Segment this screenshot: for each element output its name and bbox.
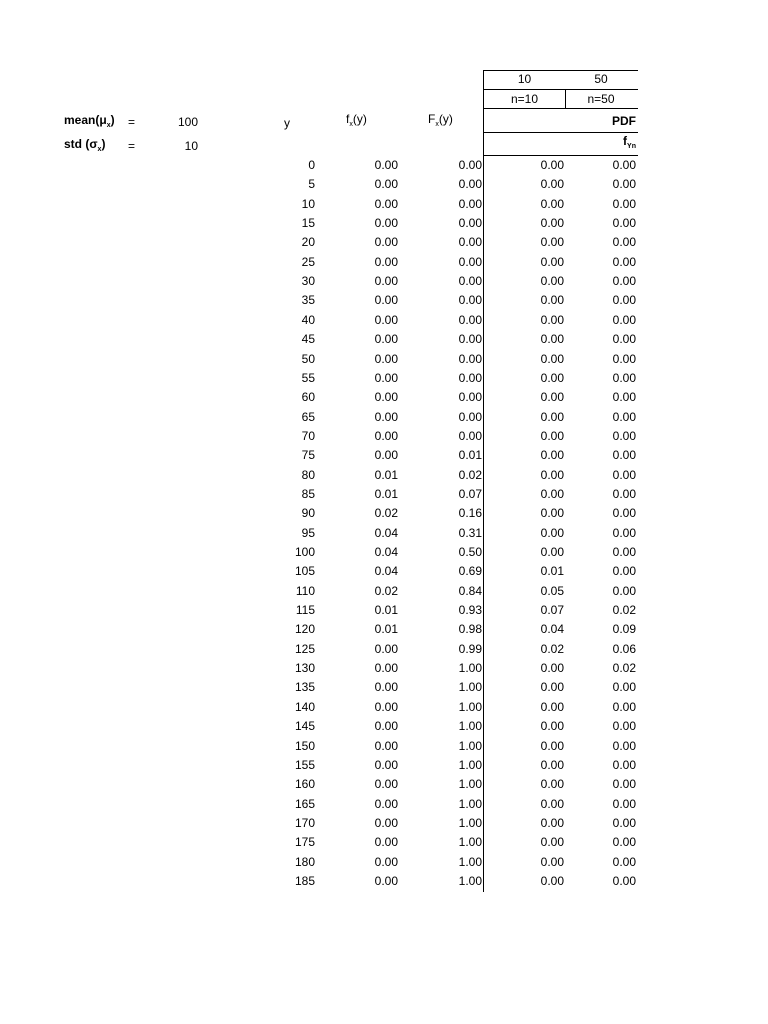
table-row	[0, 272, 768, 291]
cell-y: 60	[301, 390, 315, 405]
cell-Fx: 1.00	[458, 873, 482, 888]
cell-n50: 0.00	[612, 274, 636, 289]
cell-n10: 0.00	[540, 854, 564, 869]
mean-equals: =	[128, 115, 136, 129]
cell-y: 20	[301, 235, 315, 250]
cell-Fx: 1.00	[458, 835, 482, 850]
cell-n10: 0.00	[540, 254, 564, 269]
cell-fx: 0.00	[374, 680, 398, 695]
mean-label-sub: x	[106, 122, 111, 129]
cell-n10: 0.00	[540, 274, 564, 289]
mean-label	[64, 113, 124, 127]
cell-n50: 0.00	[612, 564, 636, 579]
cell-n10: 0.00	[540, 738, 564, 753]
cell-fx: 0.00	[374, 719, 398, 734]
table-row	[0, 446, 768, 465]
table-row	[0, 388, 768, 407]
cell-Fx: 0.00	[458, 370, 482, 385]
cell-n10: 0.00	[540, 680, 564, 695]
cell-Fx: 0.00	[458, 196, 482, 211]
cell-fx: 0.00	[374, 757, 398, 772]
cell-n10: 0.00	[540, 777, 564, 792]
cell-n50: 0.00	[612, 467, 636, 482]
cell-y: 125	[294, 641, 315, 656]
cell-n10: 0.00	[540, 390, 564, 405]
cell-n10: 0.00	[540, 525, 564, 540]
col-header-Fx-sub: x	[435, 121, 439, 128]
cell-n10: 0.00	[540, 506, 564, 521]
cell-fx: 0.00	[374, 177, 398, 192]
cell-Fx: 0.07	[458, 486, 482, 501]
cell-n50: 0.00	[612, 719, 636, 734]
cell-Fx: 0.02	[458, 467, 482, 482]
cell-fx: 0.00	[374, 390, 398, 405]
table-row	[0, 562, 768, 581]
cell-y: 120	[294, 622, 315, 637]
cell-fx: 0.01	[374, 603, 398, 618]
cell-n10: 0.00	[540, 216, 564, 231]
cell-y: 130	[294, 661, 315, 676]
cell-Fx: 0.98	[458, 622, 482, 637]
cell-n50: 0.00	[612, 815, 636, 830]
cell-fx: 0.00	[374, 835, 398, 850]
cell-Fx: 1.00	[458, 738, 482, 753]
cell-y: 70	[301, 428, 315, 443]
cell-y: 150	[294, 738, 315, 753]
cell-y: 175	[294, 835, 315, 850]
table-row	[0, 195, 768, 214]
cell-y: 40	[301, 312, 315, 327]
cell-n10: 0.00	[540, 757, 564, 772]
cell-Fx: 1.00	[458, 854, 482, 869]
cell-y: 35	[301, 293, 315, 308]
table-row	[0, 156, 768, 175]
cell-n10: 0.00	[540, 486, 564, 501]
cell-n50: 0.00	[612, 370, 636, 385]
cell-fx: 0.00	[374, 854, 398, 869]
table-row	[0, 504, 768, 523]
cell-fx: 0.00	[374, 777, 398, 792]
cell-y: 45	[301, 332, 315, 347]
table-row	[0, 814, 768, 833]
header-row3-border	[483, 132, 638, 133]
cell-Fx: 0.00	[458, 409, 482, 424]
cell-y: 185	[294, 873, 315, 888]
cell-y: 170	[294, 815, 315, 830]
cell-n50: 0.00	[612, 835, 636, 850]
n-value-b: 50	[594, 72, 608, 86]
cell-n10: 0.00	[540, 699, 564, 714]
cell-n50: 0.00	[612, 448, 636, 463]
cell-n10: 0.00	[540, 158, 564, 172]
cell-n10: 0.00	[540, 332, 564, 347]
cell-n50: 0.00	[612, 699, 636, 714]
cell-Fx: 1.00	[458, 796, 482, 811]
cell-fx: 0.00	[374, 293, 398, 308]
table-row	[0, 872, 768, 891]
col-header-Fx-text: F	[428, 112, 436, 126]
std-value: 10	[184, 139, 198, 153]
cell-n50: 0.00	[612, 216, 636, 231]
pdf-label: PDF	[612, 114, 636, 128]
table-row	[0, 543, 768, 562]
table-row	[0, 330, 768, 349]
cell-n10: 0.00	[540, 835, 564, 850]
header-top-border	[483, 70, 638, 71]
cell-y: 105	[294, 564, 315, 579]
std-label	[64, 137, 124, 151]
table-row	[0, 311, 768, 330]
cell-n10: 0.00	[540, 370, 564, 385]
cell-n10: 0.00	[540, 815, 564, 830]
std-label-text: std (σ	[64, 137, 98, 151]
table-row	[0, 408, 768, 427]
cell-n50: 0.00	[612, 196, 636, 211]
cell-n50: 0.00	[612, 854, 636, 869]
cell-n50: 0.00	[612, 351, 636, 366]
col-header-fx	[346, 112, 367, 126]
table-row	[0, 350, 768, 369]
cell-n50: 0.00	[612, 757, 636, 772]
cell-Fx: 0.00	[458, 390, 482, 405]
std-label-sub: x	[97, 146, 102, 153]
cell-Fx: 0.00	[458, 428, 482, 443]
cell-y: 160	[294, 777, 315, 792]
table-row	[0, 369, 768, 388]
cell-n10: 0.00	[540, 661, 564, 676]
cell-fx: 0.00	[374, 235, 398, 250]
cell-fx: 0.00	[374, 196, 398, 211]
cell-n10: 0.00	[540, 796, 564, 811]
cell-Fx: 0.16	[458, 506, 482, 521]
cell-y: 165	[294, 796, 315, 811]
cell-fx: 0.04	[374, 564, 398, 579]
table-row	[0, 698, 768, 717]
cell-fx: 0.01	[374, 467, 398, 482]
mean-value: 100	[177, 115, 198, 129]
cell-n50: 0.00	[612, 254, 636, 269]
cell-Fx: 1.00	[458, 719, 482, 734]
cell-y: 5	[308, 177, 315, 192]
cell-Fx: 1.00	[458, 699, 482, 714]
cell-Fx: 0.00	[458, 177, 482, 192]
cell-n50: 0.00	[612, 293, 636, 308]
cell-Fx: 0.00	[458, 293, 482, 308]
cell-Fx: 0.69	[458, 564, 482, 579]
cell-fx: 0.00	[374, 738, 398, 753]
cell-fx: 0.02	[374, 583, 398, 598]
cell-Fx: 0.99	[458, 641, 482, 656]
cell-fx: 0.00	[374, 873, 398, 888]
table-row	[0, 833, 768, 852]
cell-n10: 0.00	[540, 467, 564, 482]
cell-fx: 0.01	[374, 622, 398, 637]
cell-y: 15	[301, 216, 315, 231]
cell-fx: 0.00	[374, 216, 398, 231]
cell-n10: 0.00	[540, 719, 564, 734]
cell-Fx: 0.84	[458, 583, 482, 598]
cell-y: 10	[301, 196, 315, 211]
cell-Fx: 0.00	[458, 332, 482, 347]
table-row	[0, 485, 768, 504]
col-header-fx-sub: x	[349, 121, 353, 128]
cell-Fx: 1.00	[458, 680, 482, 695]
std-label-suffix: )	[101, 137, 106, 151]
cell-fx: 0.00	[374, 815, 398, 830]
cell-n10: 0.00	[540, 428, 564, 443]
cell-fx: 0.01	[374, 486, 398, 501]
table-row	[0, 214, 768, 233]
cell-fx: 0.04	[374, 545, 398, 559]
cell-n10: 0.00	[540, 293, 564, 308]
cell-y: 80	[301, 467, 315, 482]
cell-fx: 0.00	[374, 332, 398, 347]
col-header-Fx-suffix: (y)	[438, 112, 453, 126]
cell-fx: 0.00	[374, 409, 398, 424]
table-row	[0, 640, 768, 659]
cell-Fx: 0.00	[458, 351, 482, 366]
cell-n50: 0.00	[612, 390, 636, 405]
table-row	[0, 427, 768, 446]
cell-fx: 0.00	[374, 351, 398, 366]
cell-n50: 0.00	[612, 525, 636, 540]
cell-Fx: 0.00	[458, 235, 482, 250]
cell-n50: 0.00	[612, 583, 636, 598]
cell-n10: 0.00	[540, 873, 564, 888]
cell-n50: 0.00	[612, 777, 636, 792]
cell-y: 0	[308, 158, 315, 172]
cell-n50: 0.06	[612, 641, 636, 656]
table-row	[0, 601, 768, 620]
cell-Fx: 1.00	[458, 777, 482, 792]
cell-y: 95	[301, 525, 315, 540]
cell-Fx: 0.31	[458, 525, 482, 540]
table-row	[0, 466, 768, 485]
table-row	[0, 175, 768, 194]
table-row	[0, 678, 768, 697]
cell-n10: 0.05	[540, 583, 564, 598]
cell-n50: 0.00	[612, 486, 636, 501]
table-row	[0, 756, 768, 775]
fyn-label-sub: Yn	[627, 143, 636, 148]
cell-fx: 0.00	[374, 428, 398, 443]
cell-n50: 0.00	[612, 428, 636, 443]
cell-n10: 0.04	[540, 622, 564, 637]
cell-Fx: 0.00	[458, 158, 482, 172]
cell-n50: 0.00	[612, 738, 636, 753]
cell-n50: 0.00	[612, 158, 636, 172]
cell-Fx: 0.00	[458, 216, 482, 231]
cell-fx: 0.00	[374, 312, 398, 327]
cell-n50: 0.00	[612, 796, 636, 811]
table-row	[0, 717, 768, 736]
cell-y: 85	[301, 486, 315, 501]
header-row2-border	[483, 108, 638, 109]
cell-y: 100	[294, 545, 315, 559]
cell-fx: 0.00	[374, 158, 398, 172]
cell-fx: 0.00	[374, 796, 398, 811]
cell-y: 140	[294, 699, 315, 714]
cell-n50: 0.00	[612, 332, 636, 347]
cell-y: 135	[294, 680, 315, 695]
cell-n10: 0.02	[540, 641, 564, 656]
cell-y: 25	[301, 254, 315, 269]
cell-Fx: 1.00	[458, 815, 482, 830]
cell-Fx: 0.00	[458, 274, 482, 289]
col-header-y: y	[284, 116, 290, 130]
cell-fx: 0.00	[374, 274, 398, 289]
cell-fx: 0.00	[374, 370, 398, 385]
n-value-a: 10	[517, 72, 532, 86]
n-label-b: n=50	[587, 92, 615, 106]
cell-n10: 0.00	[540, 351, 564, 366]
cell-n50: 0.00	[612, 235, 636, 250]
table-row	[0, 659, 768, 678]
header-row1-border	[483, 89, 638, 90]
cell-n10: 0.00	[540, 177, 564, 192]
cell-fx: 0.02	[374, 506, 398, 521]
cell-n10: 0.00	[540, 235, 564, 250]
table-row	[0, 582, 768, 601]
cell-y: 90	[301, 506, 315, 521]
cell-n10: 0.00	[540, 409, 564, 424]
cell-n50: 0.09	[612, 622, 636, 637]
col-header-fx-text: f	[346, 112, 350, 126]
cell-fx: 0.00	[374, 254, 398, 269]
cell-n10: 0.00	[540, 312, 564, 327]
table-row	[0, 737, 768, 756]
cell-fx: 0.04	[374, 525, 398, 540]
cell-y: 50	[301, 351, 315, 366]
cell-n50: 0.02	[612, 603, 636, 618]
cell-n50: 0.00	[612, 873, 636, 888]
cell-Fx: 0.50	[458, 545, 482, 559]
cell-y: 145	[294, 719, 315, 734]
cell-fx: 0.00	[374, 448, 398, 463]
cell-Fx: 0.00	[458, 312, 482, 327]
cell-fx: 0.00	[374, 641, 398, 656]
cell-Fx: 0.00	[458, 254, 482, 269]
cell-n50: 0.02	[612, 661, 636, 676]
cell-Fx: 1.00	[458, 757, 482, 772]
cell-y: 75	[301, 448, 315, 463]
table-row	[0, 524, 768, 543]
fyn-label	[566, 134, 636, 148]
mean-label-suffix: )	[110, 113, 115, 127]
cell-y: 180	[294, 854, 315, 869]
mean-label-text: mean(μ	[64, 113, 107, 127]
table-row	[0, 253, 768, 272]
cell-n50: 0.00	[612, 545, 636, 559]
cell-y: 115	[295, 603, 315, 618]
fyn-label-text: f	[623, 134, 628, 148]
cell-y: 110	[295, 583, 315, 598]
cell-Fx: 1.00	[458, 661, 482, 676]
cell-Fx: 0.93	[458, 603, 482, 618]
cell-n10: 0.07	[540, 603, 564, 618]
table-row	[0, 291, 768, 310]
cell-y: 55	[301, 370, 315, 385]
n-label-a: n=10	[510, 92, 539, 106]
cell-fx: 0.00	[374, 661, 398, 676]
cell-y: 30	[301, 274, 315, 289]
table-row	[0, 233, 768, 252]
table-row	[0, 775, 768, 794]
cell-n50: 0.00	[612, 680, 636, 695]
cell-n50: 0.00	[612, 506, 636, 521]
cell-y: 155	[294, 757, 315, 772]
table-row	[0, 853, 768, 872]
cell-Fx: 0.01	[458, 448, 482, 463]
cell-n50: 0.00	[612, 177, 636, 192]
table-row	[0, 620, 768, 639]
cell-n50: 0.00	[612, 409, 636, 424]
cell-n50: 0.00	[612, 312, 636, 327]
col-header-fx-suffix: (y)	[352, 112, 367, 126]
cell-fx: 0.00	[374, 699, 398, 714]
cell-n10: 0.00	[540, 196, 564, 211]
cell-n10: 0.00	[540, 545, 564, 559]
cell-n10: 0.01	[540, 564, 564, 579]
col-header-Fx	[428, 112, 453, 126]
cell-y: 65	[301, 409, 315, 424]
table-row	[0, 795, 768, 814]
cell-n10: 0.00	[540, 448, 564, 463]
std-equals: =	[128, 139, 136, 153]
